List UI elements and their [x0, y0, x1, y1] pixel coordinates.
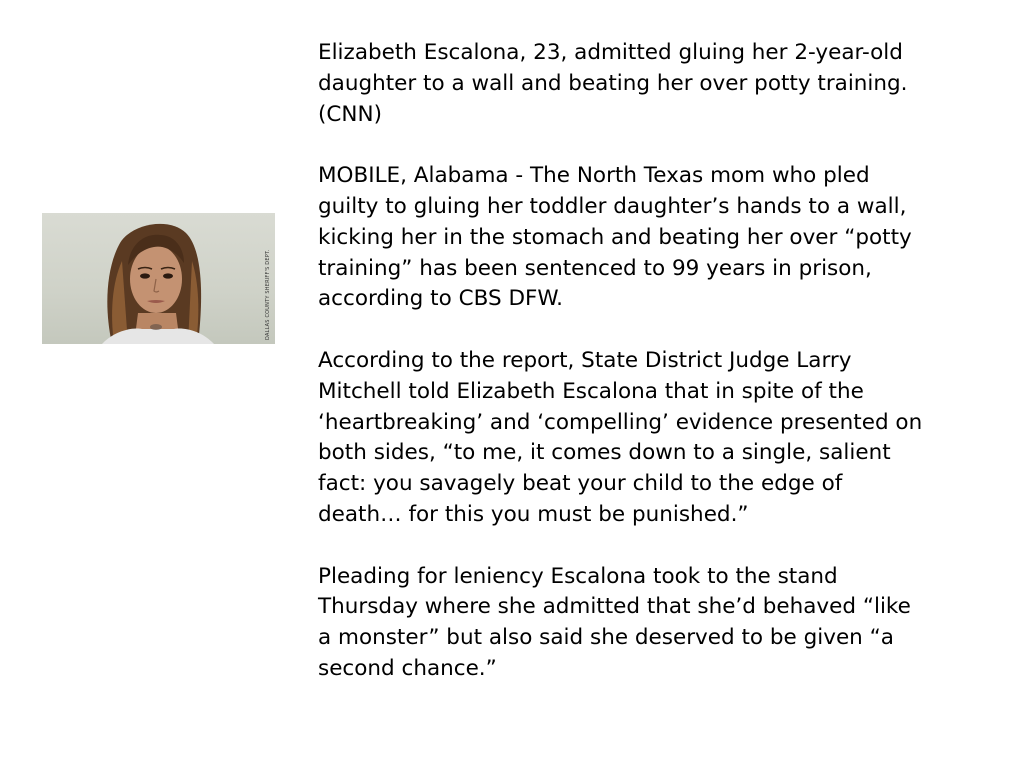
article-paragraph: Pleading for leniency Escalona took to the stand Thursday where she admitted that she’d behaved “like a monster” but also said she deserved to be given “a second chance.” — [318, 563, 911, 681]
photo-caption: Elizabeth Escalona, 23, admitted gluing her 2-year-old daughter to a wall and beating her over potty training. (CNN) — [318, 40, 908, 127]
mugshot-illustration — [42, 213, 275, 344]
mugshot-photo — [42, 213, 275, 344]
article-paragraph: According to the report, State District Judge Larry Mitchell told Elizabeth Escalona that in spite of the ‘heartbreaking’ and ‘compelling’ evidence presented on both sides, “to me, it comes down to a single, salient fact: you savagely beat your child to the edge of death… for this you must be punished.” — [318, 347, 923, 527]
photo-credit: DALLAS COUNTY SHERIFF'S DEPT. — [265, 249, 271, 340]
article-text — [318, 38, 998, 716]
article-paragraph: MOBILE, Alabama - The North Texas mom who pled guilty to gluing her toddler daughter’s hands to a wall, kicking her in the stomach and beating her over “potty training” has been sentenced to 99 years in prison, according to CBS DFW. — [318, 163, 912, 312]
